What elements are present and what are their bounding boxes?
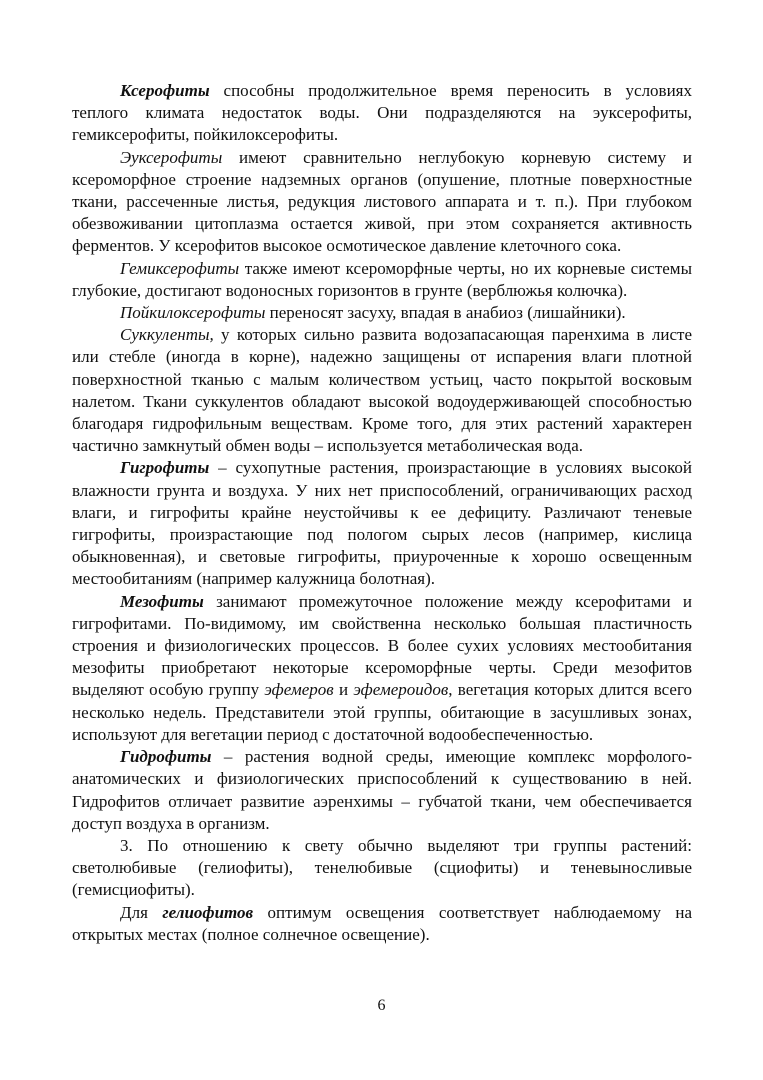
page-number: 6 — [377, 997, 386, 1014]
term-ephemers: эфемеров — [264, 680, 334, 700]
term-hydrophytes: Гидрофиты — [120, 747, 212, 767]
paragraph-text: – сухопутные растения, произрастающие в условиях высокой влажности грунта и воздуха. У них нет приспособлений, ограничивающих расход влаги, и гигрофиты крайне неустойчивы к ее дефициту. Различают теневые гигрофиты, произрастающие под пологом сырых лесов (например, кислица обыкновенная), и световые гигрофиты, приуроченные к хорошо освещенным местообитаниям (например калужница болотная). — [72, 458, 692, 589]
paragraph-euxerophytes — [72, 147, 692, 258]
paragraph-text: переносят засуху, впадая в анабиоз (лишайники). — [265, 303, 626, 323]
paragraph-text: оптимум освещения соответствует наблюдаемому на открытых местах (полное солнечное освещение). — [72, 902, 692, 944]
term-xerophytes: Ксерофиты — [120, 81, 210, 100]
paragraph-lead: Для — [120, 902, 163, 922]
paragraph-text: занимают промежуточное положение между ксерофитами и гигрофитами. По-видимому, им свойственна несколько большая пластичность строения и физиологических процессов. В более сухих условиях местообитания мезофиты приобретают некоторые ксероморфные черты. Среди мезофитов выделяют особую группу — [72, 591, 692, 700]
paragraph-xerophytes — [72, 80, 692, 147]
paragraph-hemixerophytes — [72, 258, 692, 302]
paragraph-hygrophytes — [72, 457, 692, 590]
paragraph-text: у которых сильно развита водозапасающая паренхима в листе или стебле (иногда в корне), надежно защищены от испарения влаги плотной поверхностной тканью с малым количеством устьиц, часто покрытой восковым налетом. Ткани суккулентов обладают высокой водоудерживающей способностью благодаря гидрофильным веществам. Кроме того, для этих растений характерен частично замкнутый обмен воды – используется метаболическая вода. — [72, 325, 692, 456]
paragraph-text: и — [333, 680, 354, 700]
term-ephemeroids: эфемероидов — [353, 680, 449, 700]
paragraph-heliophytes — [72, 902, 692, 946]
term-hemixerophytes: Гемиксерофиты — [120, 258, 240, 278]
paragraph-text: , вегетация которых длится всего несколько недель. Представители этой группы, обитающие в засушливых зонах, используют для вегетации период с достаточной водообеспеченностью. — [72, 680, 692, 744]
paragraph-text: имеют сравнительно неглубокую корневую систему и ксероморфное строение надземных органов (опушение, плотные поверхностные ткани, рассеченные листья, редукция листового аппарата и т. п.). При глубоком обезвоживании цитоплазма остается живой, при этом сохраняется активность ферментов. У ксерофитов высокое осмотическое давление клеточного сока. — [72, 147, 692, 256]
paragraph-mesophytes — [72, 591, 692, 746]
paragraph-succulents — [72, 324, 692, 457]
term-hygrophytes: Гигрофиты — [120, 458, 210, 478]
paragraph-text: также имеют ксероморфные черты, но их корневые системы глубокие, достигают водоносных горизонтов в грунте (верблюжья колючка). — [72, 258, 692, 300]
paragraph-text: способны продолжительное время переносить в условиях теплого климата недостаток воды. Они подразделяются на эуксерофиты, гемиксерофиты, пойкилоксерофиты. — [72, 81, 692, 145]
paragraph-poikiloxerophytes — [72, 302, 692, 324]
paragraph-light-groups — [72, 835, 692, 902]
term-euxerophytes: Эуксерофиты — [120, 147, 223, 167]
paragraph-text: – растения водной среды, имеющие комплекс морфолого-анатомических и физиологических приспособлений к существованию в ней. Гидрофитов отличает развитие аэренхимы – губчатой ткани, чем обеспечивается доступ воздуха в организм. — [72, 747, 692, 833]
paragraph-text: 3. По отношению к свету обычно выделяют три группы растений: светолюбивые (гелиофиты), тенелюбивые (сциофиты) и теневыносливые (гемисциофиты). — [72, 835, 692, 900]
term-mesophytes: Мезофиты — [120, 591, 204, 611]
term-succulents: Суккуленты, — [120, 325, 214, 345]
term-poikiloxerophytes: Пойкилоксерофиты — [120, 303, 266, 323]
document-page — [72, 80, 692, 946]
term-heliophytes: гелиофитов — [162, 902, 254, 922]
paragraph-hydrophytes — [72, 746, 692, 835]
